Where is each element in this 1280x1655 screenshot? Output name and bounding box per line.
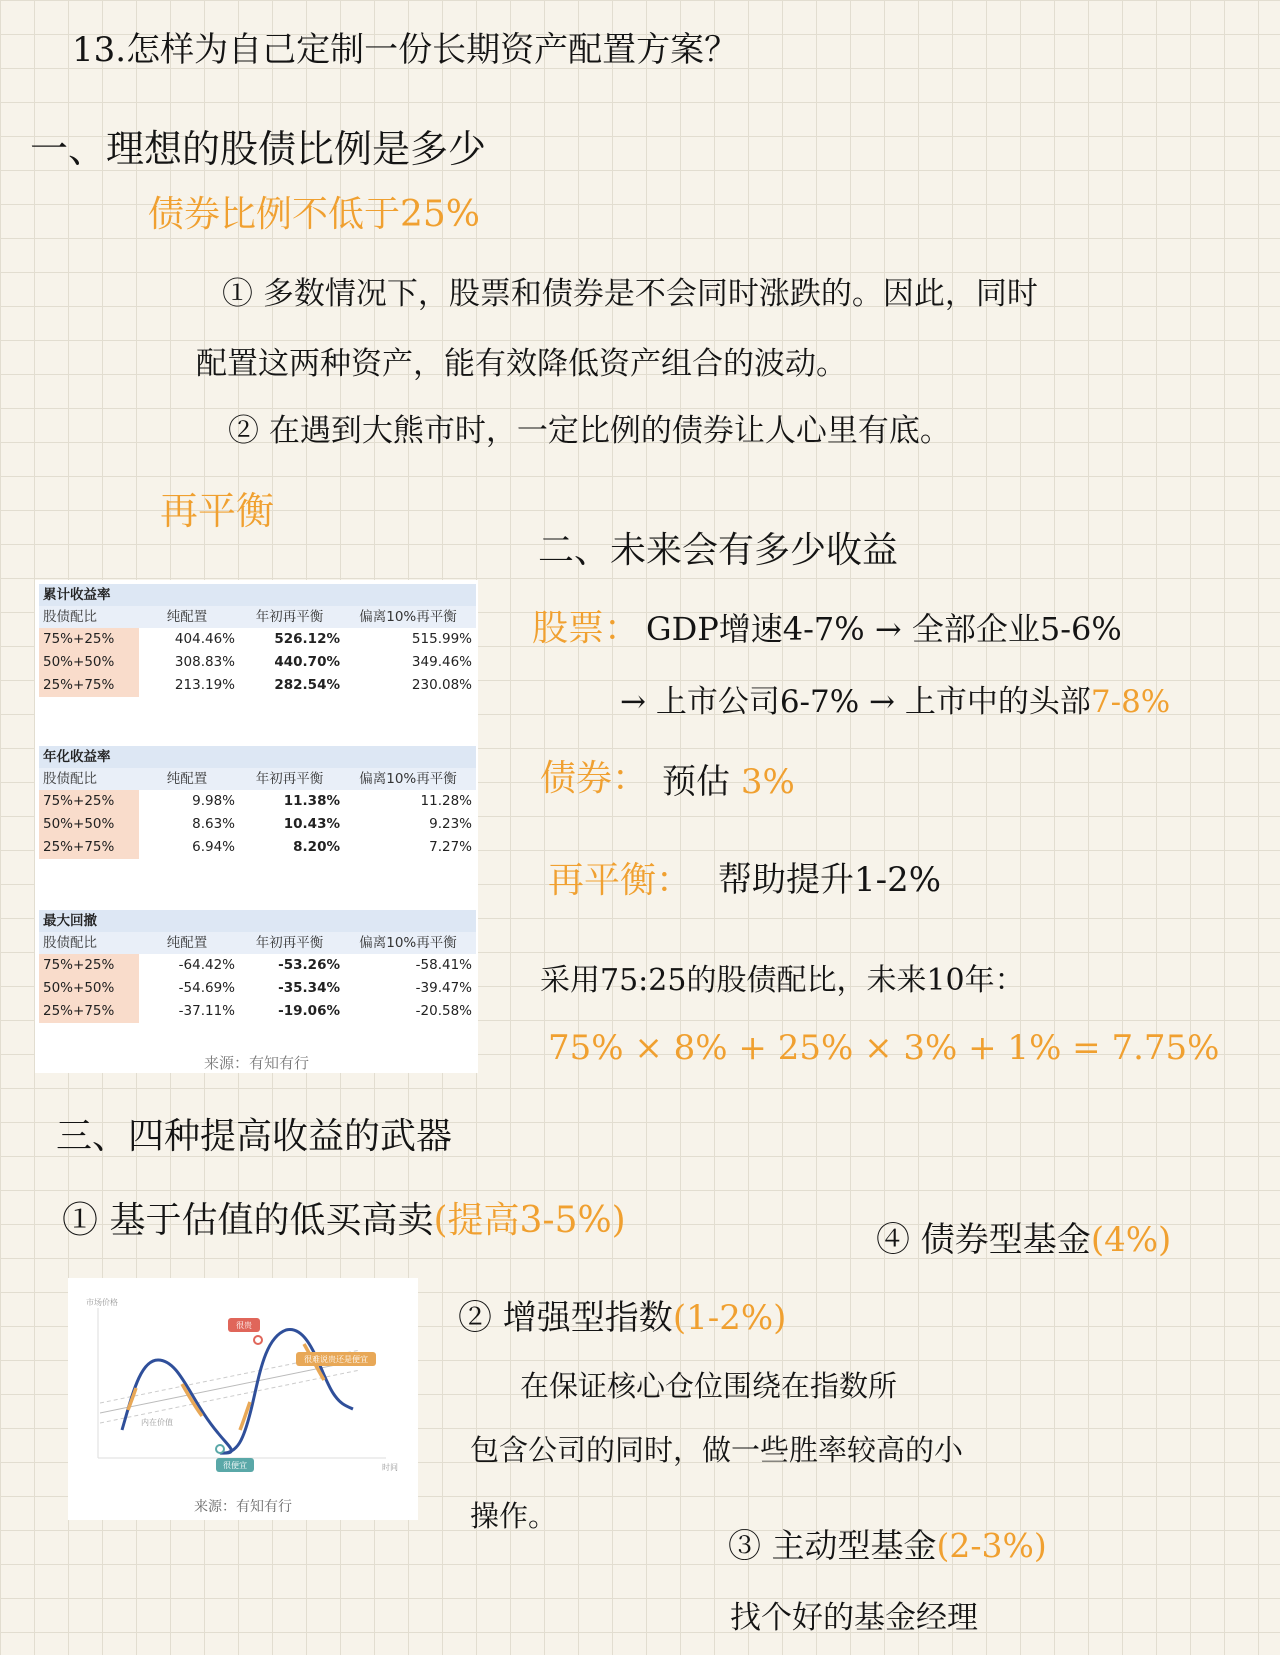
x-axis-label: 时间 bbox=[382, 1463, 398, 1472]
cell-pure: 8.63% bbox=[192, 816, 235, 832]
table-row bbox=[39, 836, 476, 859]
table-row bbox=[39, 790, 476, 813]
table-row bbox=[39, 674, 476, 697]
header-ratio: 股债配比 bbox=[43, 935, 97, 951]
cell-pure: -37.11% bbox=[178, 1003, 235, 1019]
cell-deviation: 7.27% bbox=[429, 839, 472, 855]
header-ratio: 股债配比 bbox=[43, 771, 97, 787]
cell-annual: 10.43% bbox=[283, 816, 340, 832]
cell-deviation: 515.99% bbox=[411, 631, 472, 647]
table-row bbox=[39, 813, 476, 836]
section1-point2: ② 在遇到大熊市时，一定比例的债券让人心里有底。 bbox=[228, 413, 951, 449]
weapon-1-text: ① 基于估值的低买高卖 bbox=[62, 1200, 434, 1241]
table-title: 最大回撤 bbox=[39, 910, 476, 932]
section1-point1-line1: ① 多数情况下，股票和债券是不会同时涨跌的。因此，同时 bbox=[222, 276, 1038, 312]
cell-deviation: 349.46% bbox=[411, 654, 472, 670]
table-max-drawdown bbox=[39, 910, 476, 1023]
weapon-3-text: ③ 主动型基金 bbox=[728, 1526, 937, 1565]
cell-deviation: 9.23% bbox=[429, 816, 472, 832]
bond-label: 债券： bbox=[540, 758, 649, 799]
cell-ratio: 50%+50% bbox=[39, 813, 139, 836]
cell-annual: 11.38% bbox=[283, 793, 340, 809]
table-row bbox=[39, 651, 476, 674]
cell-ratio: 75%+25% bbox=[39, 628, 139, 651]
stock-label: 股票： bbox=[532, 608, 641, 649]
cell-deviation: 11.28% bbox=[420, 793, 472, 809]
cell-ratio: 75%+25% bbox=[39, 790, 139, 813]
cell-annual: -53.26% bbox=[278, 957, 340, 973]
cell-ratio: 50%+50% bbox=[39, 651, 139, 674]
weapon-4-gain: (4%) bbox=[1090, 1220, 1172, 1260]
cell-pure: 9.98% bbox=[192, 793, 235, 809]
formula-intro: 采用75:25的股债配比，未来10年： bbox=[540, 963, 1025, 998]
weapon-2-desc-line2: 包含公司的同时，做一些胜率较高的小 bbox=[470, 1433, 964, 1467]
weapon-2-gain: (1-2%) bbox=[672, 1298, 787, 1338]
section2-heading: 二、未来会有多少收益 bbox=[538, 530, 899, 571]
table-title: 累计收益率 bbox=[39, 584, 476, 606]
unclear-label: 很难说贵还是便宜 bbox=[304, 1355, 368, 1364]
table-row bbox=[39, 954, 476, 977]
header-deviation-rebalance: 偏离10%再平衡 bbox=[359, 609, 457, 625]
cell-pure: -54.69% bbox=[178, 980, 235, 996]
cell-pure: 404.46% bbox=[174, 631, 235, 647]
expensive-point bbox=[254, 1336, 262, 1344]
cell-ratio: 50%+50% bbox=[39, 977, 139, 1000]
header-pure: 纯配置 bbox=[166, 609, 208, 625]
cell-deviation: 230.08% bbox=[411, 677, 472, 693]
cell-deviation: -20.58% bbox=[415, 1003, 472, 1019]
chart-source: 来源：有知有行 bbox=[194, 1499, 292, 1515]
cell-pure: 308.83% bbox=[174, 654, 235, 670]
cell-annual: 8.20% bbox=[293, 839, 340, 855]
table-header bbox=[39, 932, 476, 954]
table-row bbox=[39, 628, 476, 651]
weapon-3-desc: 找个好的基金经理 bbox=[730, 1600, 978, 1636]
y-axis-label: 市场价格 bbox=[86, 1298, 118, 1307]
rebalance-label: 再平衡： bbox=[548, 860, 693, 901]
valuation-chart-svg bbox=[68, 1278, 418, 1520]
weapon-item-2 bbox=[458, 1290, 786, 1339]
section1-heading: 一、理想的股债比例是多少 bbox=[30, 127, 487, 171]
stock-line2-range: 7-8% bbox=[1090, 684, 1171, 720]
weapon-2-desc-line1: 在保证核心仓位围绕在指数所 bbox=[520, 1369, 898, 1403]
table-source: 来源：有知有行 bbox=[203, 1054, 309, 1072]
bond-estimate-text: 预估 bbox=[662, 762, 730, 802]
weapon-2-desc-line3: 操作。 bbox=[470, 1499, 558, 1533]
table-header bbox=[39, 768, 476, 790]
cell-annual: 282.54% bbox=[274, 677, 340, 693]
cell-ratio: 25%+75% bbox=[39, 674, 139, 697]
returns-tables bbox=[35, 580, 478, 1073]
table-row bbox=[39, 1000, 476, 1023]
header-annual-rebalance: 年初再平衡 bbox=[255, 771, 324, 787]
cheap-point bbox=[216, 1445, 224, 1453]
bond-estimate-value: 3% bbox=[740, 762, 795, 802]
table-annual-return bbox=[39, 746, 476, 859]
header-ratio: 股债配比 bbox=[43, 609, 97, 625]
table-header bbox=[39, 606, 476, 628]
header-deviation-rebalance: 偏离10%再平衡 bbox=[359, 771, 457, 787]
valuation-cycle-chart bbox=[68, 1278, 418, 1520]
section1-subheading: 债券比例不低于25% bbox=[148, 194, 481, 235]
cell-pure: 213.19% bbox=[174, 677, 235, 693]
weapon-item-3 bbox=[728, 1520, 1047, 1567]
expensive-label: 很贵 bbox=[236, 1321, 252, 1330]
weapon-1-gain: (提高3-5%) bbox=[433, 1200, 626, 1241]
intrinsic-value-label: 内在价值 bbox=[141, 1418, 173, 1427]
cell-deviation: -39.47% bbox=[415, 980, 472, 996]
stock-line2-text: → 上市公司6-7% → 上市中的头部 bbox=[620, 684, 1091, 720]
weapon-4-text: ④ 债券型基金 bbox=[876, 1220, 1091, 1260]
cell-ratio: 75%+25% bbox=[39, 954, 139, 977]
cell-deviation: -58.41% bbox=[415, 957, 472, 973]
table-title: 年化收益率 bbox=[39, 746, 476, 768]
table-row bbox=[39, 977, 476, 1000]
weapon-3-gain: (2-3%) bbox=[936, 1526, 1047, 1565]
cell-annual: -19.06% bbox=[278, 1003, 340, 1019]
cell-pure: 6.94% bbox=[192, 839, 235, 855]
header-annual-rebalance: 年初再平衡 bbox=[255, 609, 324, 625]
header-annual-rebalance: 年初再平衡 bbox=[255, 935, 324, 951]
cell-ratio: 25%+75% bbox=[39, 836, 139, 859]
formula: 75% × 8% + 25% × 3% + 1% = 7.75% bbox=[548, 1028, 1220, 1068]
rebalance-text: 帮助提升1-2% bbox=[718, 860, 942, 900]
stock-line2 bbox=[620, 676, 1170, 721]
rebalance-heading: 再平衡 bbox=[160, 489, 275, 533]
cell-annual: 440.70% bbox=[274, 654, 340, 670]
header-pure: 纯配置 bbox=[166, 935, 208, 951]
cell-annual: -35.34% bbox=[278, 980, 340, 996]
section1-point1-line2: 配置这两种资产，能有效降低资产组合的波动。 bbox=[196, 346, 847, 382]
weapon-item-1 bbox=[62, 1192, 626, 1243]
weapon-item-4 bbox=[876, 1212, 1171, 1261]
price-curve-neutral-segment-2 bbox=[182, 1384, 202, 1416]
header-deviation-rebalance: 偏离10%再平衡 bbox=[359, 935, 457, 951]
cell-ratio: 25%+75% bbox=[39, 1000, 139, 1023]
table-cumulative-return bbox=[39, 584, 476, 697]
cheap-label: 很便宜 bbox=[223, 1461, 247, 1470]
header-pure: 纯配置 bbox=[166, 771, 208, 787]
stock-line1: GDP增速4-7% → 全部企业5-6% bbox=[646, 610, 1122, 648]
page-title: 13.怎样为自己定制一份长期资产配置方案？ bbox=[72, 30, 739, 70]
bond-estimate bbox=[662, 754, 795, 803]
weapon-2-text: ② 增强型指数 bbox=[458, 1298, 673, 1338]
cell-annual: 526.12% bbox=[274, 631, 340, 647]
section3-heading: 三、四种提高收益的武器 bbox=[56, 1116, 453, 1157]
cell-pure: -64.42% bbox=[178, 957, 235, 973]
